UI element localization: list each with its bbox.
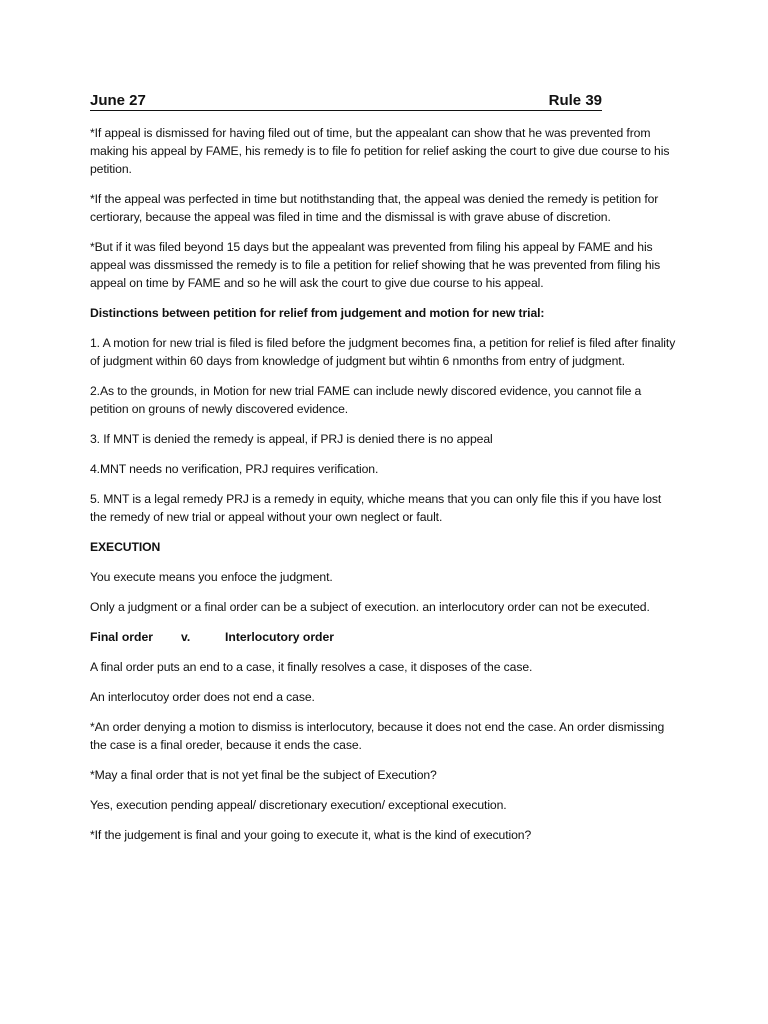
page-header xyxy=(90,90,602,111)
distinction-item-2: 2.As to the grounds, in Motion for new trial FAME can include newly discored evidence, you cannot file a petition on grouns of newly discovered evidence. xyxy=(90,384,642,416)
section-heading-distinctions: Distinctions between petition for relief from judgement and motion for new trial: xyxy=(90,306,545,320)
document-page xyxy=(90,90,680,856)
paragraph-interlocutory-definition: An interlocutoy order does not end a case. xyxy=(90,690,315,704)
versus-label: v. xyxy=(181,630,191,644)
distinction-item-5: 5. MNT is a legal remedy PRJ is a remedy in equity, whiche means that you can only file this if you have lost the remedy of new trial or appeal without your own neglect or fault. xyxy=(90,492,662,524)
paragraph-final-order-definition: A final order puts an end to a case, it finally resolves a case, it disposes of the case. xyxy=(90,660,533,674)
distinction-item-3: 3. If MNT is denied the remedy is appeal, if PRJ is denied there is no appeal xyxy=(90,432,493,446)
header-date: June 27 xyxy=(90,92,146,109)
paragraph-appeal-beyond-15-days: *But if it was filed beyond 15 days but the appealant was prevented from filing his appeal by FAME and his appeal was dissmissed the remedy is to file a petition for relief showing that he was prevented from filing his appeal on time by FAME and so he will ask the court to give due course to his appeal. xyxy=(90,240,661,290)
paragraph-appeal-out-of-time: *If appeal is dismissed for having filed out of time, but the appealant can show that he was prevented from making his appeal by FAME, his remedy is to file fo petition for relief asking the court to give due course to his petition. xyxy=(90,126,670,176)
header-rule: Rule 39 xyxy=(548,92,602,109)
paragraph-question-kind-of-execution: *If the judgement is final and your going to execute it, what is the kind of execution? xyxy=(90,828,532,842)
distinction-item-4: 4.MNT needs no verification, PRJ requires verification. xyxy=(90,462,379,476)
interlocutory-order-label: Interlocutory order xyxy=(225,630,335,644)
paragraph-appeal-perfected: *If the appeal was perfected in time but notithstanding that, the appeal was denied the remedy is petition for certiorary, because the appeal was filed in time and the dismissal is with grave abuse of discretion. xyxy=(90,192,659,224)
final-order-label: Final order xyxy=(90,630,153,644)
paragraph-question-final-order: *May a final order that is not yet final be the subject of Execution? xyxy=(90,768,437,782)
distinction-item-1: 1. A motion for new trial is filed is filed before the judgment becomes fina, a petition for relief is filed after finality of judgment within 60 days from knowledge of judgment but wihtin 6 nmonths from entry of judgment. xyxy=(90,336,676,368)
paragraph-motion-to-dismiss: *An order denying a motion to dismiss is interlocutory, because it does not end the case. An order dismissing the case is a final oreder, because it ends the case. xyxy=(90,720,665,752)
paragraph-execution-pending-appeal: Yes, execution pending appeal/ discretionary execution/ exceptional execution. xyxy=(90,798,507,812)
final-vs-interlocutory-heading xyxy=(90,628,680,646)
paragraph-subject-of-execution: Only a judgment or a final order can be a subject of execution. an interlocutory order can not be executed. xyxy=(90,600,650,614)
section-heading-execution: EXECUTION xyxy=(90,540,161,554)
document-body xyxy=(90,124,680,844)
paragraph-execute-meaning: You execute means you enfoce the judgment. xyxy=(90,570,333,584)
